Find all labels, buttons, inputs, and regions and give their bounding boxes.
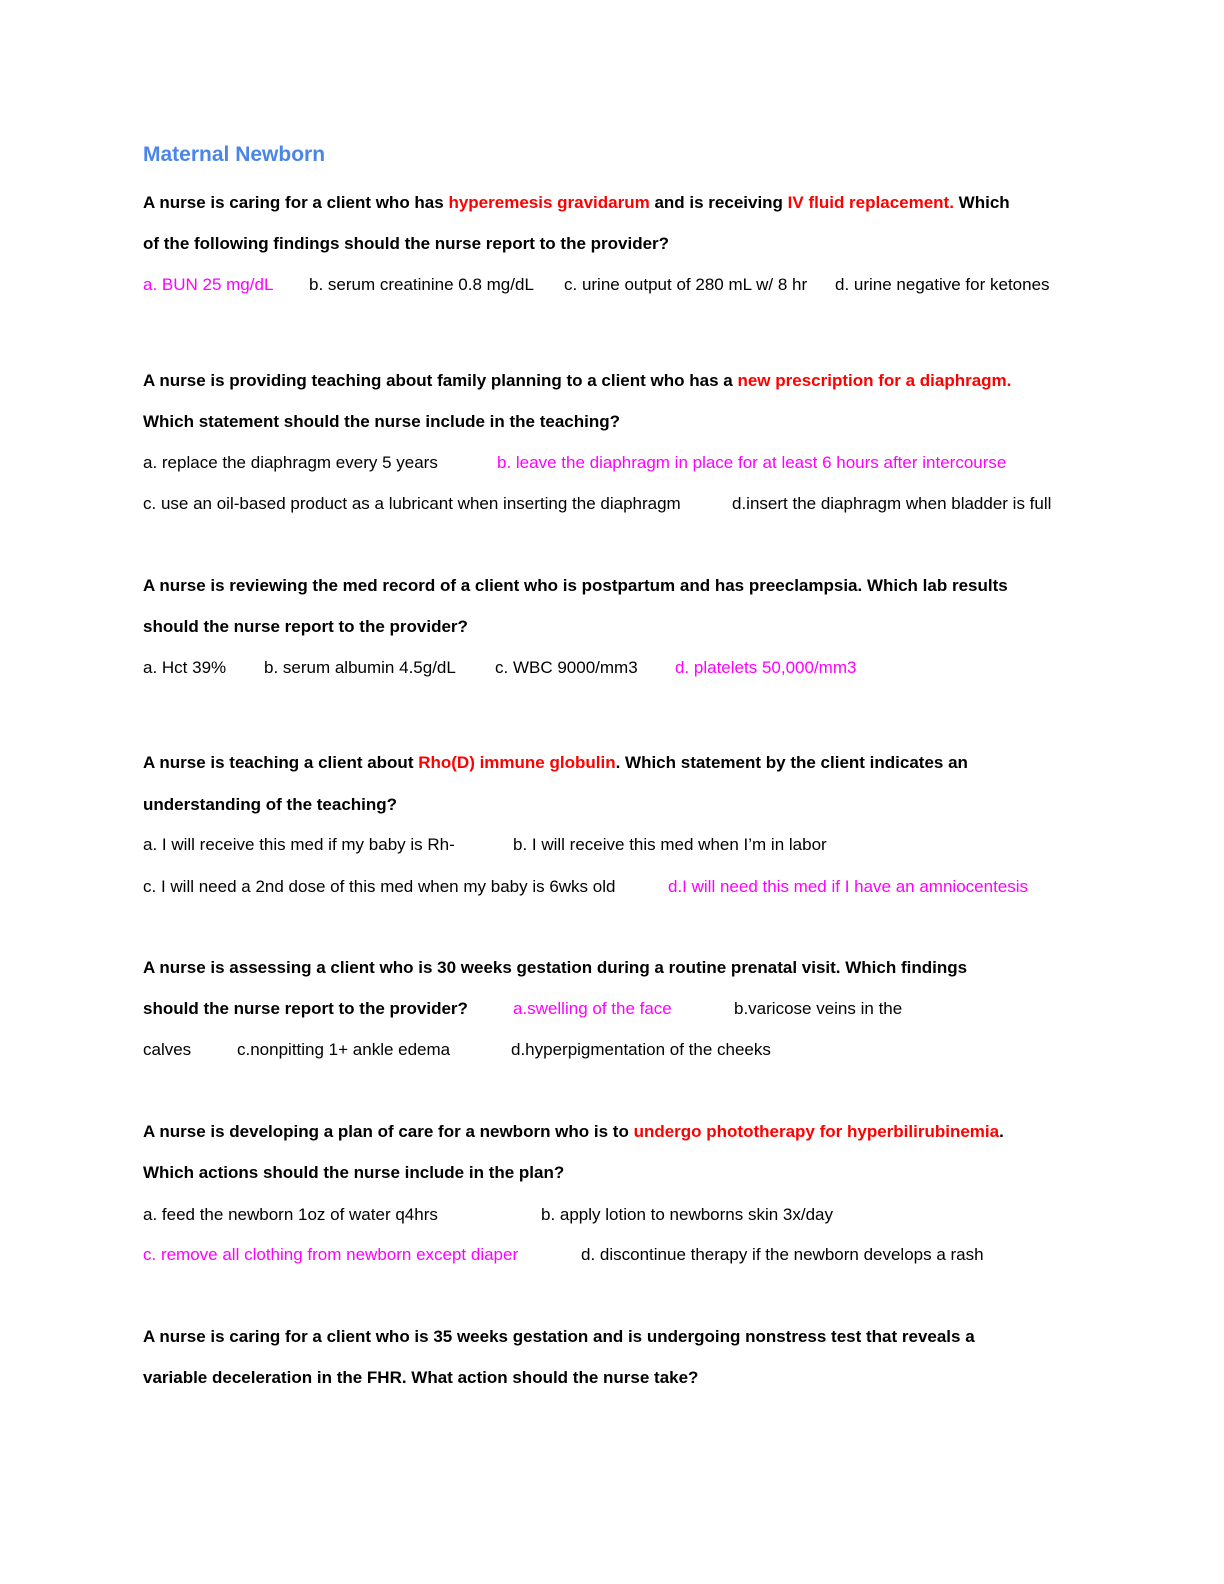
q1-option-b: b. serum creatinine 0.8 mg/dL bbox=[309, 275, 534, 294]
q5-option-c: c.nonpitting 1+ ankle edema bbox=[237, 1040, 451, 1059]
q3-option-d: d. platelets 50,000/mm3 bbox=[675, 658, 857, 677]
q4-text-c: . Which statement by the client indicates an bbox=[615, 753, 968, 772]
q1-text-c: and is receiving bbox=[649, 193, 788, 212]
q6-option-b: b. apply lotion to newborns skin 3x/day bbox=[541, 1205, 834, 1224]
q5-option-b: b.varicose veins in the bbox=[734, 999, 903, 1018]
q4-option-b: b. I will receive this med when I’m in labor bbox=[513, 835, 827, 854]
q2-option-a: a. replace the diaphragm every 5 years bbox=[143, 453, 438, 472]
question-4-line-2: understanding of the teaching? bbox=[143, 795, 398, 814]
question-5-line-1: A nurse is assessing a client who is 30 weeks gestation during a routine prenatal visit. Which findings bbox=[143, 958, 968, 977]
q1-text-e: Which bbox=[953, 193, 1010, 212]
q6-option-c: c. remove all clothing from newborn except diaper bbox=[143, 1245, 519, 1264]
question-2-line-2: Which statement should the nurse include in the teaching? bbox=[143, 412, 620, 431]
q4-highlight-rhogam: Rho(D) immune globulin bbox=[418, 753, 616, 772]
question-2-line-1 bbox=[143, 370, 1011, 392]
q6-option-d: d. discontinue therapy if the newborn develops a rash bbox=[581, 1245, 984, 1264]
question-1-line-1 bbox=[143, 192, 1010, 214]
q1-option-d: d. urine negative for ketones bbox=[835, 275, 1050, 294]
q1-highlight-hyperemesis: hyperemesis gravidarum bbox=[448, 193, 650, 212]
q5-option-b-continued: calves bbox=[143, 1040, 192, 1059]
q6-highlight-phototherapy: undergo phototherapy for hyperbilirubinemia bbox=[633, 1122, 1000, 1141]
q3-option-c: c. WBC 9000/mm3 bbox=[495, 658, 638, 677]
q4-text-a: A nurse is teaching a client about bbox=[143, 753, 419, 772]
question-7-line-1: A nurse is caring for a client who is 35 weeks gestation and is undergoing nonstress test that reveals a bbox=[143, 1327, 975, 1346]
q3-option-b: b. serum albumin 4.5g/dL bbox=[264, 658, 456, 677]
question-3-line-2: should the nurse report to the provider? bbox=[143, 617, 468, 636]
q6-text-a: A nurse is developing a plan of care for a newborn who is to bbox=[143, 1122, 634, 1141]
q1-option-a: a. BUN 25 mg/dL bbox=[143, 275, 274, 294]
q4-option-d: d.I will need this med if I have an amniocentesis bbox=[668, 877, 1029, 896]
q2-text-a: A nurse is providing teaching about family planning to a client who has a bbox=[143, 371, 738, 390]
question-1-line-2: of the following findings should the nurse report to the provider? bbox=[143, 234, 670, 253]
q2-option-c: c. use an oil-based product as a lubricant when inserting the diaphragm bbox=[143, 494, 681, 513]
question-3-line-1: A nurse is reviewing the med record of a client who is postpartum and has preeclampsia. Which lab results bbox=[143, 576, 1008, 595]
q5-option-a: a.swelling of the face bbox=[513, 999, 672, 1018]
page-title: Maternal Newborn bbox=[143, 143, 326, 166]
question-6-line-1 bbox=[143, 1121, 1004, 1143]
question-7-line-2: variable deceleration in the FHR. What action should the nurse take? bbox=[143, 1368, 699, 1387]
q4-option-c: c. I will need a 2nd dose of this med when my baby is 6wks old bbox=[143, 877, 616, 896]
question-6-line-2: Which actions should the nurse include in the plan? bbox=[143, 1163, 565, 1182]
q1-text-a: A nurse is caring for a client who has bbox=[143, 193, 449, 212]
q2-highlight-diaphragm: new prescription for a diaphragm. bbox=[737, 371, 1012, 390]
q5-option-d: d.hyperpigmentation of the cheeks bbox=[511, 1040, 771, 1059]
question-4-line-1 bbox=[143, 752, 968, 774]
q2-option-b: b. leave the diaphragm in place for at least 6 hours after intercourse bbox=[497, 453, 1007, 472]
q1-highlight-iv-fluid: IV fluid replacement. bbox=[787, 193, 954, 212]
q3-option-a: a. Hct 39% bbox=[143, 658, 227, 677]
q6-option-a: a. feed the newborn 1oz of water q4hrs bbox=[143, 1205, 438, 1224]
q1-option-c: c. urine output of 280 mL w/ 8 hr bbox=[564, 275, 808, 294]
q4-option-a: a. I will receive this med if my baby is Rh- bbox=[143, 835, 455, 854]
q2-option-d: d.insert the diaphragm when bladder is full bbox=[732, 494, 1052, 513]
q6-text-c: . bbox=[999, 1122, 1004, 1141]
question-5-line-2: should the nurse report to the provider? bbox=[143, 999, 468, 1018]
